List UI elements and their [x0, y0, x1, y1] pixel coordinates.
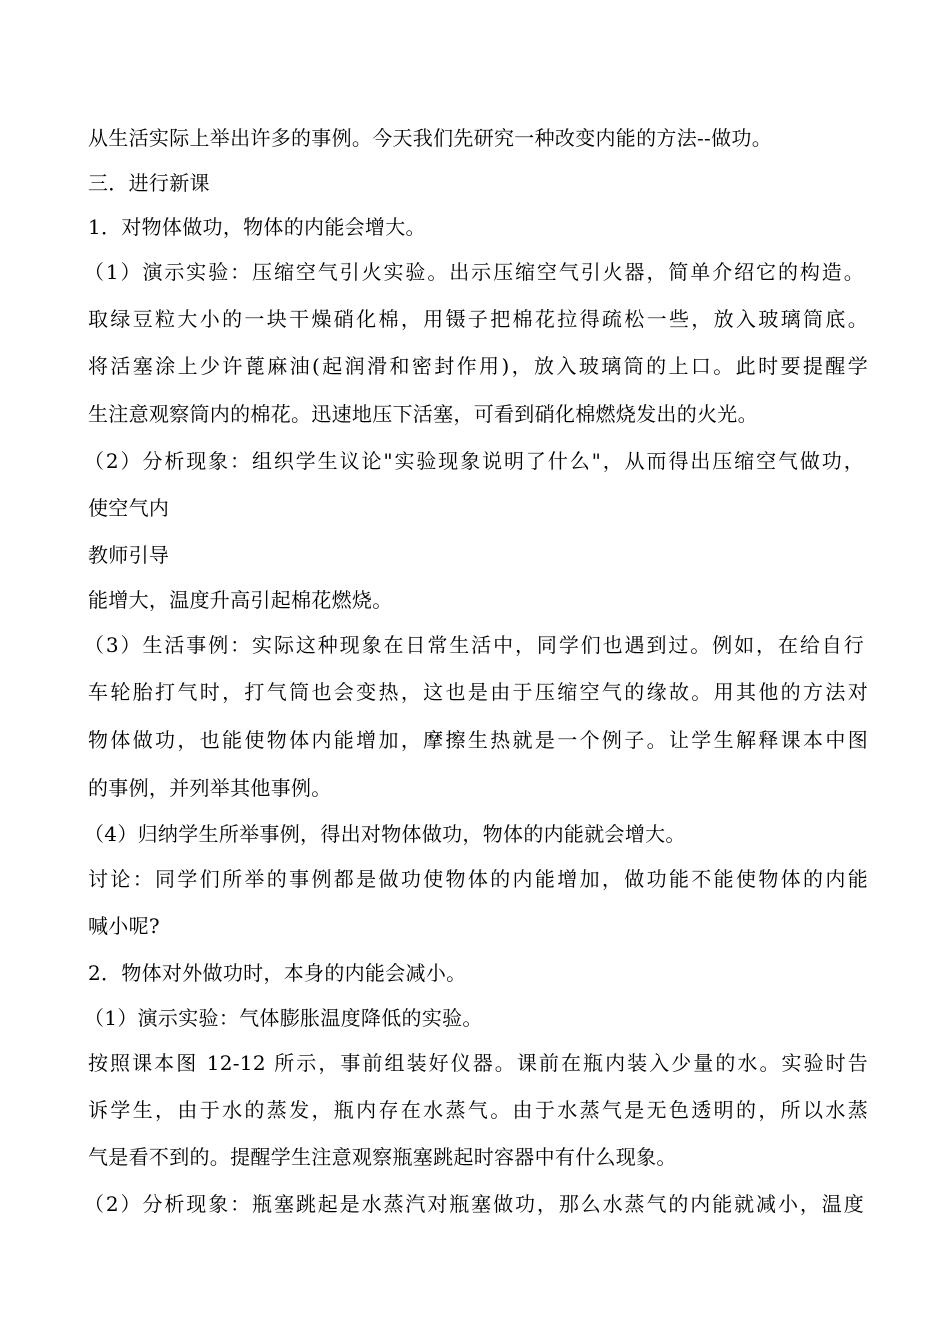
text-line: 从生活实际上举出许多的事例。今天我们先研究一种改变内能的方法--做功。	[88, 126, 773, 150]
text-line: 讨论：同学们所举的事例都是做功使物体的内能增加，做功能不能使物体的内能	[88, 867, 868, 891]
text-line: （3）生活事例：实际这种现象在日常生活中，同学们也遇到过。例如，在给自行	[84, 633, 864, 657]
text-line: （2）分析现象：瓶塞跳起是水蒸汽对瓶塞做功，那么水蒸气的内能就减小，温度	[84, 1192, 864, 1216]
text-line: 使空气内	[88, 496, 170, 520]
text-line: 诉学生，由于水的蒸发，瓶内存在水蒸气。由于水蒸气是无色透明的，所以水蒸	[88, 1098, 868, 1122]
text-line: 物体做功，也能使物体内能增加，摩擦生热就是一个例子。让学生解释课本中图	[88, 728, 868, 752]
text-line: 车轮胎打气时，打气筒也会变热，这也是由于压缩空气的缘故。用其他的方法对	[88, 680, 868, 704]
text-line: 取绿豆粒大小的一块干燥硝化棉，用镊子把棉花拉得疏松一些，放入玻璃筒底。	[88, 307, 868, 331]
text-line: （1）演示实验：压缩空气引火实验。出示压缩空气引火器，简单介绍它的构造。	[84, 260, 864, 284]
text-line: （1）演示实验：气体膨胀温度降低的实验。	[84, 1006, 483, 1030]
text-line: （2）分析现象：组织学生议论"实验现象说明了什么"，从而得出压缩空气做功，	[84, 449, 864, 473]
text-line: 能增大，温度升高引起棉花燃烧。	[88, 588, 393, 612]
text-line: 教师引导	[88, 543, 170, 567]
text-line: 的事例，并列举其他事例。	[88, 776, 332, 800]
subsection-heading: 2．物体对外做功时，本身的内能会减小。	[88, 961, 467, 985]
section-heading: 三．进行新课	[88, 171, 210, 195]
text-line: （4）归纳学生所举事例，得出对物体做功，物体的内能就会增大。	[84, 822, 686, 846]
text-line: 将活塞涂上少许蓖麻油(起润滑和密封作用)，放入玻璃筒的上口。此时要提醒学	[88, 354, 868, 378]
text-line: 喊小呢?	[88, 914, 160, 938]
text-line: 生注意观察筒内的棉花。迅速地压下活塞，可看到硝化棉燃烧发出的火光。	[88, 402, 758, 426]
subsection-heading: 1．对物体做功，物体的内能会增大。	[88, 215, 426, 239]
text-line: 气是看不到的。提醒学生注意观察瓶塞跳起时容器中有什么现象。	[88, 1145, 677, 1169]
text-line: 按照课本图 12-12 所示，事前组装好仪器。课前在瓶内装入少量的水。实验时告	[88, 1051, 868, 1075]
